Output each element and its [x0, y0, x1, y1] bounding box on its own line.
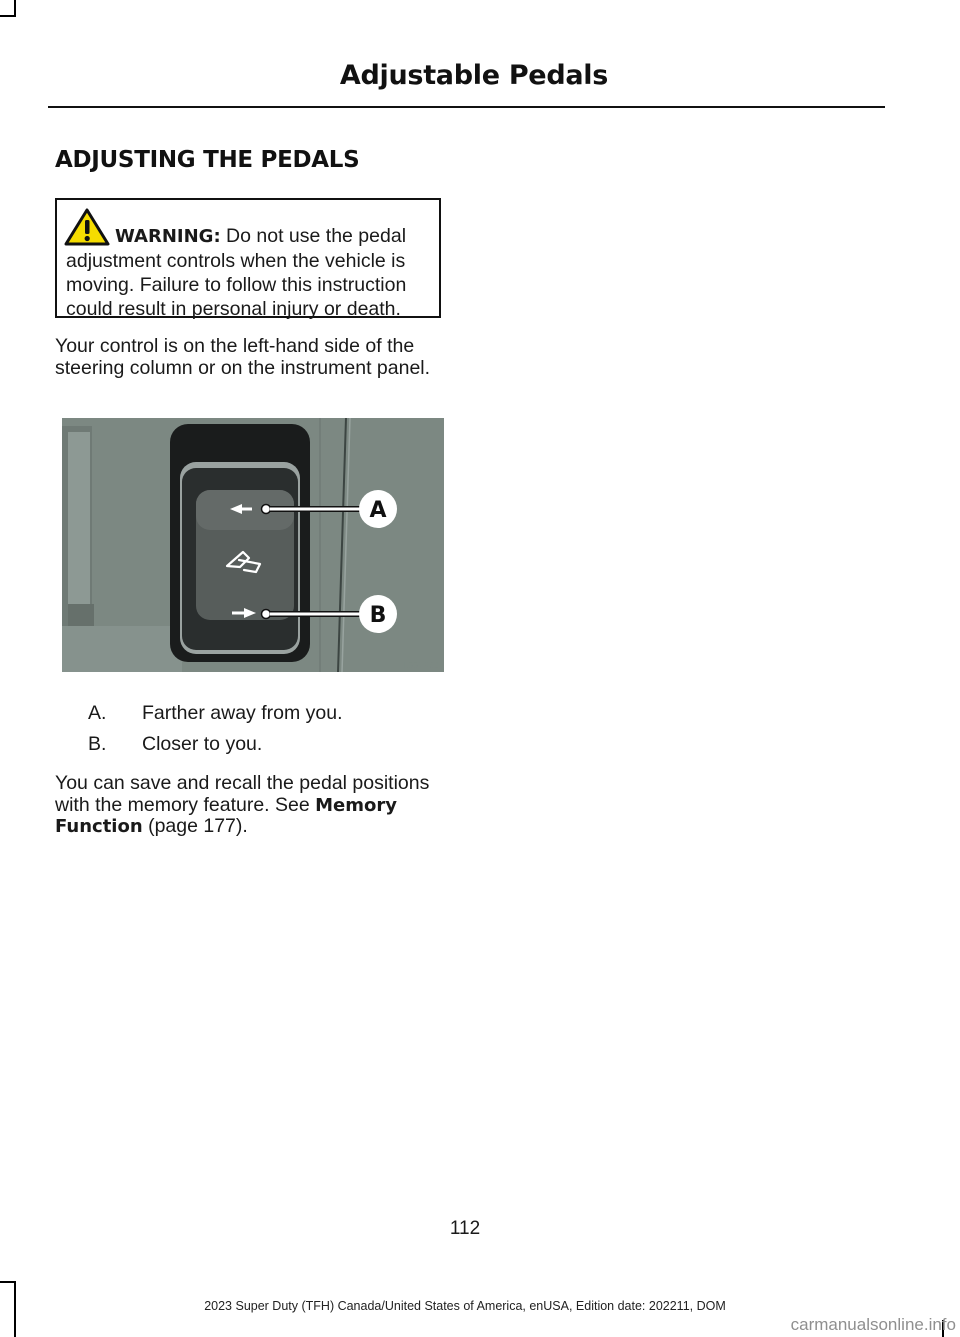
- intro-paragraph: Your control is on the left-hand side of the steering column or on the instrument panel.: [55, 335, 431, 379]
- crop-mark: [0, 1281, 16, 1283]
- memory-paragraph: [55, 773, 450, 838]
- page-number: 112: [449, 1218, 481, 1239]
- list-item-text: Closer to you.: [142, 733, 263, 755]
- memory-function-link[interactable]: Memory Function: [55, 794, 397, 837]
- list-item: [88, 702, 342, 724]
- memory-text: You can save and recall the pedal positions with the memory feature. See: [55, 772, 430, 816]
- list-item-letter: B.: [88, 733, 107, 755]
- list-item-text: Farther away from you.: [142, 702, 343, 724]
- page-header-title: Adjustable Pedals: [339, 60, 608, 91]
- warning-box: [55, 198, 441, 318]
- list-item: [88, 733, 262, 755]
- pedal-control-figure: [62, 418, 444, 672]
- footer-edition-text: 2023 Super Duty (TFH) Canada/United States of America, enUSA, Edition date: 202211, DOM: [204, 1299, 726, 1313]
- crop-mark: [0, 15, 16, 17]
- callout-b-label: B: [369, 603, 387, 628]
- list-item-letter: A.: [88, 702, 107, 724]
- warning-label: WARNING:: [115, 226, 221, 247]
- watermark: carmanualsonline.info: [790, 1315, 956, 1334]
- warning-triangle-icon: [63, 207, 111, 247]
- callout-a-label: A: [369, 498, 387, 523]
- memory-page-ref: (page 177).: [142, 815, 248, 837]
- header-divider: [48, 106, 885, 108]
- section-title: ADJUSTING THE PEDALS: [55, 147, 360, 173]
- figure-code: E337960: [403, 661, 439, 670]
- warning-text: Do not use the pedal adjustment controls when the vehicle is moving. Failure to follow this instruction could result in personal injury or death.: [66, 225, 407, 320]
